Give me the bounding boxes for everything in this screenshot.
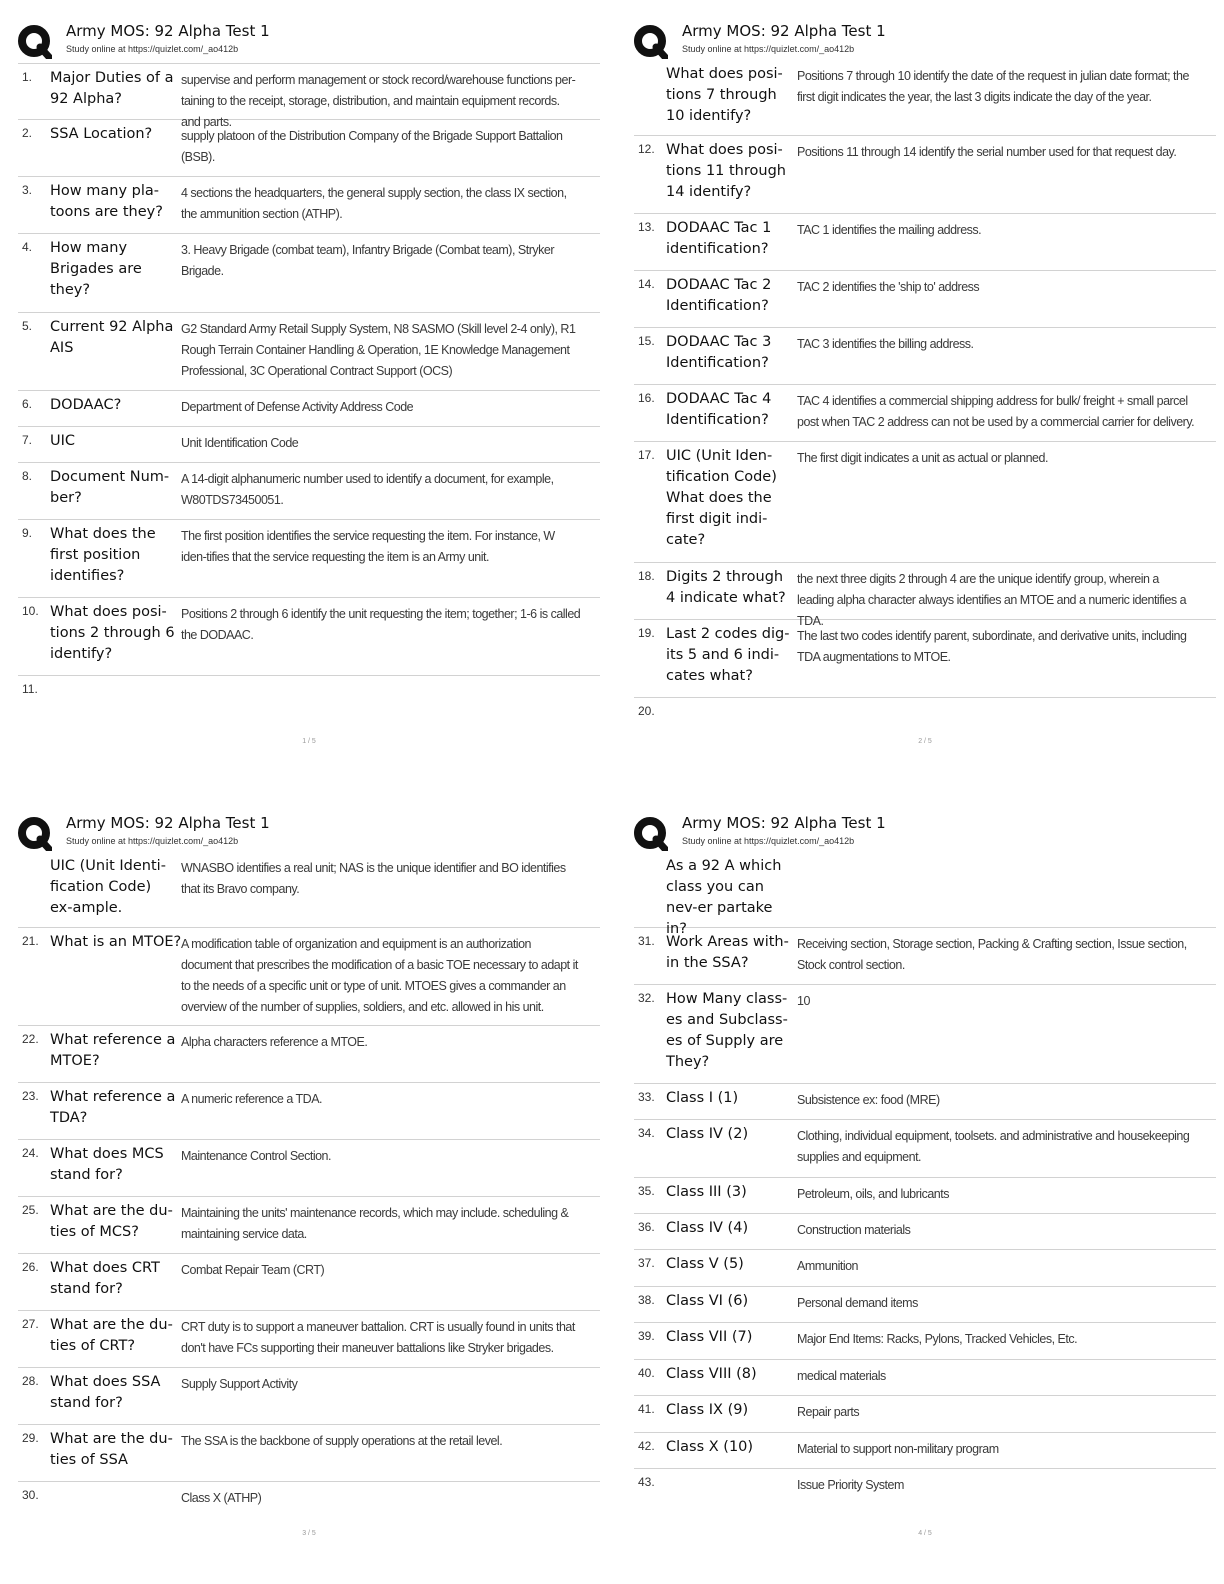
- card-answer: Subsistence ex: food (MRE): [797, 1093, 940, 1107]
- card-row: [634, 698, 1216, 738]
- card-question: How many pla-toons are they?: [50, 183, 163, 220]
- card-question: DODAAC Tac 3 Identification?: [666, 334, 772, 371]
- card-row: [634, 1178, 1216, 1214]
- card-number: 14.: [638, 277, 655, 291]
- card-number: 42.: [638, 1439, 655, 1453]
- card-answer: the next three digits 2 through 4 are the unique identify group, wherein a leading alpha character always identifies an MTOE and a numeric identifies a TDA.: [797, 572, 1187, 628]
- card-row: [634, 1084, 1216, 1120]
- card-row: [18, 1254, 600, 1311]
- card-number: 19.: [638, 626, 655, 640]
- card-answer: TAC 4 identifies a commercial shipping address for bulk/ freight + small parcel post when TAC 2 address can not be used by a commercial carrier for delivery.: [797, 394, 1195, 429]
- page-header: [634, 22, 1216, 58]
- card-number: 39.: [638, 1329, 655, 1343]
- card-question: Class IV (2): [666, 1126, 749, 1142]
- card-row: [18, 234, 600, 313]
- card-answer: A 14-digit alphanumeric number used to identify a document, for example, W80TDS73450051.: [181, 472, 554, 507]
- card-row: [634, 271, 1216, 328]
- card-number: 10.: [22, 604, 39, 618]
- card-answer: Receiving section, Storage section, Packing & Crafting section, Issue section, Stock control section.: [797, 937, 1187, 972]
- card-number: 9.: [22, 526, 33, 540]
- card-question: What reference a TDA?: [50, 1089, 176, 1126]
- page-number: 4 / 5: [918, 1530, 932, 1537]
- card-number: 38.: [638, 1293, 655, 1307]
- quizlet-logo-icon: [634, 25, 668, 59]
- card-number: 28.: [22, 1374, 39, 1388]
- card-number: 40.: [638, 1366, 655, 1380]
- card-number: 2.: [22, 126, 33, 140]
- card-row: [634, 1433, 1216, 1469]
- card-number: 32.: [638, 991, 655, 1005]
- card-question: DODAAC Tac 4 Identification?: [666, 391, 772, 428]
- card-row: [634, 385, 1216, 442]
- card-number: 16.: [638, 391, 655, 405]
- card-question: Major Duties of a 92 Alpha?: [50, 70, 174, 107]
- card-question: What does posi-tions 2 through 6 identify?: [50, 604, 175, 662]
- card-question: UIC (Unit Identi-fication Code) ex-ample.: [50, 858, 166, 916]
- page-number: 1 / 5: [302, 738, 316, 745]
- card-answer: Class X (ATHP): [181, 1491, 262, 1505]
- card-question: What does MCS stand for?: [50, 1146, 164, 1183]
- card-number: 7.: [22, 433, 33, 447]
- card-row: [634, 328, 1216, 385]
- card-number: 41.: [638, 1402, 655, 1416]
- card-question: How many Brigades are they?: [50, 240, 142, 298]
- card-question: UIC: [50, 433, 76, 449]
- doc-subtitle: Study online at https://quizlet.com/_ao412b: [682, 44, 855, 54]
- card-question: Class I (1): [666, 1090, 739, 1106]
- card-answer: CRT duty is to support a maneuver battalion. CRT is usually found in units that don't have FCs supporting their maneuver battalions like Stryker brigades.: [181, 1320, 575, 1355]
- quizlet-logo-icon: [18, 25, 52, 59]
- page-number: 2 / 5: [918, 738, 932, 745]
- card-question: Current 92 Alpha AIS: [50, 319, 174, 356]
- card-row: [634, 214, 1216, 271]
- card-answer: 4 sections the headquarters, the general supply section, the class IX section, the ammunition section (ATHP).: [181, 186, 567, 221]
- card-answer: The SSA is the backbone of supply operations at the retail level.: [181, 1434, 503, 1448]
- card-row: [18, 1026, 600, 1083]
- card-answer: A numeric reference a TDA.: [181, 1092, 323, 1106]
- card-question: Class V (5): [666, 1256, 744, 1272]
- card-row: [634, 1469, 1216, 1509]
- card-number: 22.: [22, 1032, 39, 1046]
- card-row: [18, 313, 600, 391]
- card-row: [18, 520, 600, 598]
- card-row: [18, 391, 600, 427]
- card-row: [634, 928, 1216, 985]
- card-row: [634, 563, 1216, 628]
- page-4: [634, 814, 1216, 1584]
- card-question: What does posi-tions 11 through 14 identify?: [666, 142, 786, 200]
- card-question: What are the du-ties of CRT?: [50, 1317, 173, 1354]
- card-number: 11.: [22, 682, 38, 696]
- card-answer: supervise and perform management or stock record/warehouse functions per-taining to the receipt, storage, distribution, and maintain equipment records. and parts.: [181, 73, 576, 129]
- page-header: [18, 22, 600, 58]
- card-number: 24.: [22, 1146, 39, 1160]
- card-answer: Maintaining the units' maintenance records, which may include. scheduling & maintaining service data.: [181, 1206, 569, 1241]
- card-number: 18.: [638, 569, 655, 583]
- card-row: [18, 1311, 600, 1368]
- card-question: DODAAC Tac 2 Identification?: [666, 277, 772, 314]
- card-number: 27.: [22, 1317, 39, 1331]
- card-list: [634, 852, 1216, 1509]
- card-answer: Positions 7 through 10 identify the date of the request in julian date format; the first digit indicates the year, the last 3 digits indicate the day of the year.: [797, 69, 1189, 104]
- card-answer: TAC 1 identifies the mailing address.: [797, 223, 982, 237]
- card-answer: Maintenance Control Section.: [181, 1149, 331, 1163]
- card-question: Class IX (9): [666, 1402, 749, 1418]
- page-number: 3 / 5: [302, 1530, 316, 1537]
- card-question: What does posi-tions 7 through 10 identify?: [666, 66, 783, 124]
- card-number: 29.: [22, 1431, 39, 1445]
- card-answer: Positions 11 through 14 identify the serial number used for that request day.: [797, 145, 1177, 159]
- card-number: 5.: [22, 319, 33, 333]
- card-answer: Repair parts: [797, 1405, 860, 1419]
- card-question: What does the first position identifies?: [50, 526, 156, 584]
- card-answer: Alpha characters reference a MTOE.: [181, 1035, 368, 1049]
- card-row: [18, 1083, 600, 1140]
- card-number: 20.: [638, 704, 655, 718]
- card-answer: Supply Support Activity: [181, 1377, 298, 1391]
- card-answer: The first digit indicates a unit as actual or planned.: [797, 451, 1048, 465]
- card-number: 31.: [638, 934, 655, 948]
- card-question: What are the du-ties of SSA: [50, 1431, 173, 1468]
- card-answer: TAC 3 identifies the billing address.: [797, 337, 974, 351]
- card-row: [18, 1482, 600, 1522]
- doc-subtitle: Study online at https://quizlet.com/_ao412b: [682, 836, 855, 846]
- card-row: [18, 463, 600, 520]
- card-answer: medical materials: [797, 1369, 886, 1383]
- card-answer: supply platoon of the Distribution Company of the Brigade Support Battalion (BSB).: [181, 129, 563, 164]
- card-question: Work Areas with-in the SSA?: [666, 934, 789, 971]
- card-number: 34.: [638, 1126, 655, 1140]
- card-row: [634, 1396, 1216, 1433]
- page-1: [18, 22, 600, 792]
- card-row: [634, 1120, 1216, 1178]
- card-number: 3.: [22, 183, 33, 197]
- doc-title: Army MOS: 92 Alpha Test 1: [66, 814, 270, 832]
- card-question: DODAAC?: [50, 397, 122, 413]
- card-answer: Personal demand items: [797, 1296, 918, 1310]
- card-row: [634, 1214, 1216, 1250]
- card-row: [634, 1250, 1216, 1287]
- card-question: What are the du-ties of MCS?: [50, 1203, 173, 1240]
- card-question: What reference a MTOE?: [50, 1032, 176, 1069]
- card-question: What is an MTOE?: [50, 934, 182, 950]
- card-row: [18, 120, 600, 177]
- card-number: 26.: [22, 1260, 39, 1274]
- card-question: Digits 2 through 4 indicate what?: [666, 569, 786, 606]
- card-number: 1.: [22, 70, 33, 84]
- card-row: [634, 985, 1216, 1084]
- card-answer: Positions 2 through 6 identify the unit requesting the item; together; 1-6 is called the DODAAC.: [181, 607, 581, 642]
- page-3: [18, 814, 600, 1584]
- card-number: 6.: [22, 397, 33, 411]
- card-question: As a 92 A which class you can nev-er partake in?: [666, 858, 782, 937]
- card-number: 15.: [638, 334, 655, 348]
- card-question: UIC (Unit Iden-tification Code) What does the first digit indi-cate?: [666, 448, 777, 548]
- card-answer: Construction materials: [797, 1223, 911, 1237]
- card-row: [634, 442, 1216, 563]
- card-answer: Combat Repair Team (CRT): [181, 1263, 325, 1277]
- card-row: [634, 852, 1216, 937]
- card-answer: Department of Defense Activity Address Code: [181, 400, 414, 414]
- card-answer: A modification table of organization and equipment is an authorization document that prescribes the modification of a basic TOE necessary to adapt it to the needs of a specific unit or type of unit. MTOES gives a commander an overview of the number of supplies, soldiers, and etc. allowed in his unit.: [181, 937, 578, 1014]
- card-row: [18, 676, 600, 716]
- card-row: [634, 136, 1216, 214]
- card-answer: The last two codes identify parent, subordinate, and derivative units, including TDA augmentations to MTOE.: [797, 629, 1187, 664]
- card-answer: Material to support non-military program: [797, 1442, 999, 1456]
- card-answer: G2 Standard Army Retail Supply System, N8 SASMO (Skill level 2-4 only), R1 Rough Terrain Container Handling & Operation, 1E Knowledge Management Professional, 3C Operational Contract Support (OCS): [181, 322, 576, 378]
- card-number: 36.: [638, 1220, 655, 1234]
- card-question: Last 2 codes dig-its 5 and 6 indi-cates what?: [666, 626, 790, 684]
- card-number: 43.: [638, 1475, 655, 1489]
- quizlet-logo-icon: [634, 817, 668, 851]
- card-number: 21.: [22, 934, 39, 948]
- card-question: What does CRT stand for?: [50, 1260, 160, 1297]
- card-number: 8.: [22, 469, 33, 483]
- card-number: 17.: [638, 448, 655, 462]
- card-row: [634, 1323, 1216, 1360]
- card-question: What does SSA stand for?: [50, 1374, 161, 1411]
- card-number: 33.: [638, 1090, 655, 1104]
- card-number: 23.: [22, 1089, 39, 1103]
- card-answer: WNASBO identifies a real unit; NAS is the unique identifier and BO identifies that its Bravo company.: [181, 861, 566, 896]
- quizlet-logo-icon: [18, 817, 52, 851]
- card-row: [18, 1368, 600, 1425]
- card-answer: Unit Identification Code: [181, 436, 299, 450]
- card-row: [634, 620, 1216, 698]
- card-question: Class VI (6): [666, 1293, 749, 1309]
- card-number: 35.: [638, 1184, 655, 1198]
- card-answer: Major End Items: Racks, Pylons, Tracked Vehicles, Etc.: [797, 1332, 1078, 1346]
- card-row: [18, 928, 600, 1026]
- card-number: 12.: [638, 142, 655, 156]
- card-answer: Clothing, individual equipment, toolsets. and administrative and housekeeping supplies and equipment.: [797, 1129, 1190, 1164]
- card-question: Class VII (7): [666, 1329, 753, 1345]
- card-question: How Many class-es and Subclass-es of Supply are They?: [666, 991, 788, 1070]
- card-number: 25.: [22, 1203, 39, 1217]
- card-row: [18, 427, 600, 463]
- card-number: 37.: [638, 1256, 655, 1270]
- card-list: [18, 852, 600, 1522]
- card-row: [634, 1287, 1216, 1323]
- card-answer: The first position identifies the service requesting the item. For instance, W iden-tifies that the service requesting the item is an Army unit.: [181, 529, 555, 564]
- card-answer: Petroleum, oils, and lubricants: [797, 1187, 949, 1201]
- card-row: [18, 1197, 600, 1254]
- card-answer: TAC 2 identifies the 'ship to' address: [797, 280, 980, 294]
- page-2: [634, 22, 1216, 792]
- card-question: SSA Location?: [50, 126, 153, 142]
- doc-title: Army MOS: 92 Alpha Test 1: [66, 22, 270, 40]
- doc-title: Army MOS: 92 Alpha Test 1: [682, 814, 886, 832]
- card-question: Class III (3): [666, 1184, 747, 1200]
- doc-subtitle: Study online at https://quizlet.com/_ao412b: [66, 836, 239, 846]
- card-row: [18, 1425, 600, 1482]
- card-question: Class IV (4): [666, 1220, 749, 1236]
- card-row: [634, 60, 1216, 136]
- card-answer: Issue Priority System: [797, 1478, 904, 1492]
- card-number: 4.: [22, 240, 33, 254]
- card-answer: 3. Heavy Brigade (combat team), Infantry Brigade (Combat team), Stryker Brigade.: [181, 243, 554, 278]
- card-row: [18, 177, 600, 234]
- card-answer: Ammunition: [797, 1259, 858, 1273]
- card-question: Class VIII (8): [666, 1366, 757, 1382]
- card-list: [18, 64, 600, 716]
- doc-subtitle: Study online at https://quizlet.com/_ao412b: [66, 44, 239, 54]
- card-row: [18, 598, 600, 676]
- card-row: [18, 1140, 600, 1197]
- card-row: [634, 1360, 1216, 1396]
- page-header: [634, 814, 1216, 850]
- card-answer: 10: [797, 994, 810, 1008]
- card-row: [18, 64, 600, 129]
- card-number: 30.: [22, 1488, 39, 1502]
- card-question: Class X (10): [666, 1439, 754, 1455]
- card-number: 13.: [638, 220, 655, 234]
- card-question: Document Num-ber?: [50, 469, 170, 506]
- doc-title: Army MOS: 92 Alpha Test 1: [682, 22, 886, 40]
- card-list: [634, 60, 1216, 738]
- page-header: [18, 814, 600, 850]
- card-row: [18, 852, 600, 928]
- card-question: DODAAC Tac 1 identification?: [666, 220, 772, 257]
